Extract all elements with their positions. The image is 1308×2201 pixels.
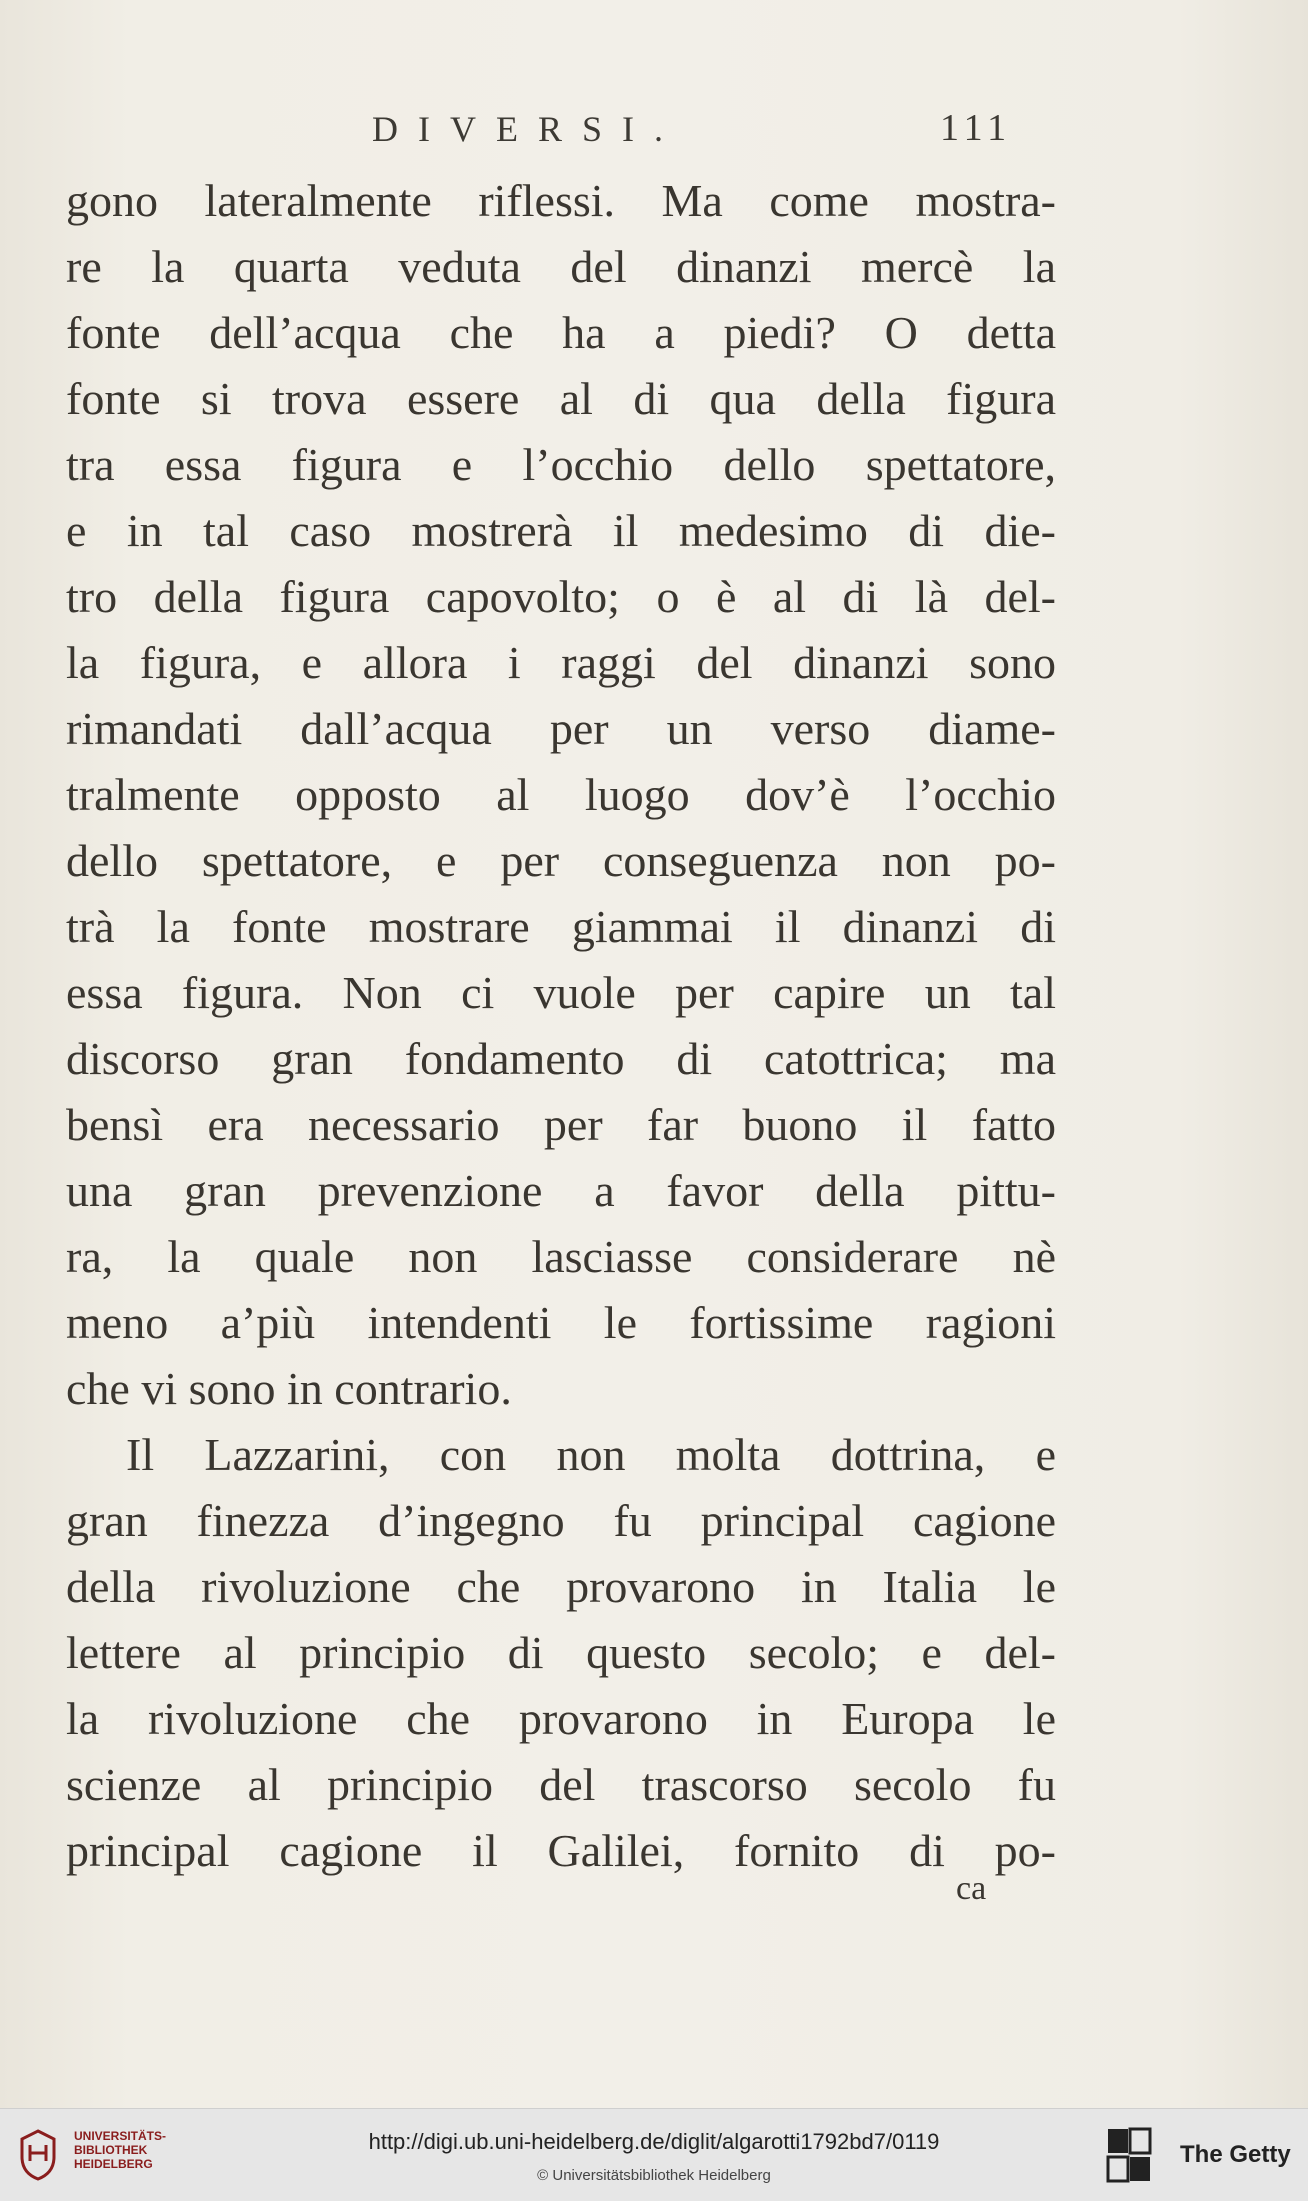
text-line: tralmente opposto al luogo dov’è l’occhio — [66, 769, 1056, 820]
text-line: una gran prevenzione a favor della pittu- — [66, 1165, 1056, 1216]
text-line: fonte si trova essere al di qua della figura — [66, 373, 1056, 424]
text-line: bensì era necessario per far buono il fatto — [66, 1099, 1056, 1150]
institution-line: HEIDELBERG — [74, 2157, 153, 2171]
text-line: trà la fonte mostrare giammai il dinanzi di — [66, 901, 1056, 952]
text-line: re la quarta veduta del dinanzi mercè la — [66, 241, 1056, 292]
text-line: scienze al principio del trascorso secolo fu — [66, 1759, 1056, 1810]
footer-bar — [0, 2108, 1308, 2201]
text-line: lettere al principio di questo secolo; e del- — [66, 1627, 1056, 1678]
text-line: ra, la quale non lasciasse considerare nè — [66, 1231, 1056, 1282]
text-line: essa figura. Non ci vuole per capire un tal — [66, 967, 1056, 1018]
text-line: tra essa figura e l’occhio dello spettatore, — [66, 439, 1056, 490]
page-number: 111 — [940, 107, 1013, 149]
text-line: discorso gran fondamento di catottrica; ma — [66, 1033, 1056, 1084]
text-line: rimandati dall’acqua per un verso diame- — [66, 703, 1056, 754]
institution-line: UNIVERSITÄTS- — [74, 2129, 167, 2143]
text-line: e in tal caso mostrerà il medesimo di die- — [66, 505, 1056, 556]
text-line: la rivoluzione che provarono in Europa le — [66, 1693, 1056, 1744]
running-head: DIVERSI. — [372, 109, 683, 149]
text-line: Il Lazzarini, con non molta dottrina, e — [126, 1429, 1056, 1480]
text-line: la figura, e allora i raggi del dinanzi sono — [66, 637, 1056, 688]
text-line: gran finezza d’ingegno fu principal cagione — [66, 1495, 1056, 1546]
text-line: della rivoluzione che provarono in Italia le — [66, 1561, 1056, 1612]
text-line: fonte dell’acqua che ha a piedi? O detta — [66, 307, 1056, 358]
text-line: principal cagione il Galilei, fornito di po- — [66, 1825, 1056, 1876]
text-line: tro della figura capovolto; o è al di là del- — [66, 571, 1056, 622]
institution-line: BIBLIOTHEK — [74, 2143, 148, 2157]
text-line: gono lateralmente riflessi. Ma come mostra- — [66, 175, 1056, 226]
copyright-notice: © Universitätsbibliothek Heidelberg — [537, 2167, 771, 2184]
body-text — [66, 168, 1056, 1884]
getty-logo-icon — [1104, 2125, 1154, 2185]
text-line: dello spettatore, e per conseguenza non po- — [66, 835, 1056, 886]
catchword: ca — [956, 1870, 987, 1907]
partner-name: The Getty — [1180, 2141, 1291, 2168]
text-line: che vi sono in contrario. — [66, 1363, 512, 1414]
text-line: meno a’più intendenti le fortissime ragioni — [66, 1297, 1056, 1348]
permalink-url[interactable]: http://digi.ub.uni-heidelberg.de/diglit/algarotti1792bd7/0119 — [368, 2129, 940, 2154]
